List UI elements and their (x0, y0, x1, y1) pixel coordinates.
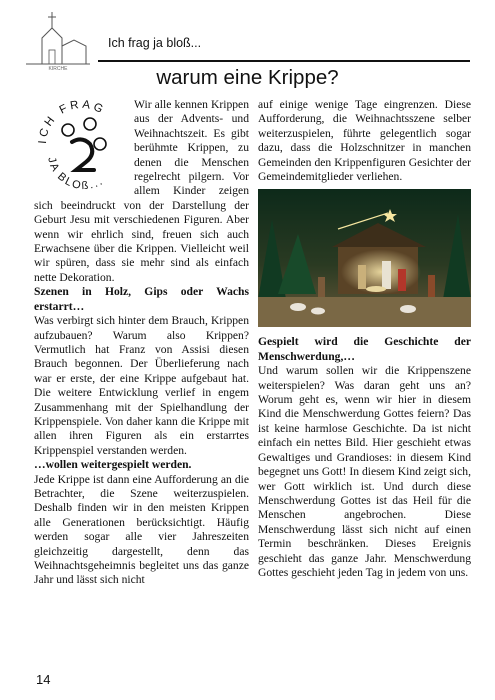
badge-bottom-text: JA BLOß... (45, 155, 107, 193)
paragraph-continued: auf einige wenige Tage eingrenzen. Diese Aufforderung, die Weihnachtsszene selber weiterzuspielen, führte gelegentlich sogar dazu, dass die Holzschnitzer in manchen Gemeinden den Krippenfiguren Gesichter der Gemeindemitglieder verliehen. (258, 98, 471, 184)
page-title: warum eine Krippe? (156, 66, 339, 89)
paragraph-3: Und warum sollen wir die Krippenszene weiterspielen? Was daran geht uns an? Worum geht es, wenn wir hier in diesem Kind die Menschwerdung Gottes feiern? Das ist keine harmlose Geschichte. Da ist nicht einfach ein nettes Bild. Hier geschieht etwas Gewaltiges und Grandioses: in diesem Kind begegnet uns Gott! In diesem Kind zeigt sich, wer Gott wirklich ist. Und durch diese Menschwerdung Gottes ist das Heil für die Menschen angebrochen. Diese Menschwerdung lässt sich nicht auf einen Termin beschränken. Dieses Ereignis geschieht das ganze Jahr. Menschwerdung Gottes geschieht jeden Tag in jedem von uns. (258, 364, 471, 579)
paragraph-2: Jede Krippe ist dann eine Aufforderung an die Betrachter, die Szene weiterzuspielen. Deshalb finden wir in den meisten Krippen alle Generationen berücksichtigt. Häufig werden sogar alle vier Jahreszeiten gleichzeitig dargestellt, denn das Weihnachtsgeheimnis begleitet uns das ganze Jahr und lässt sich nicht (34, 472, 249, 587)
paragraph-1: Was verbirgt sich hinter dem Brauch, Krippen aufzubauen? Warum also Krippen? Vermutlich hat Franz von Assisi diesen Brauch begonnen. Der Überlieferung nach war er erste, der eine Krippe aufgebaut hat. Die weitere Entwicklung verlief in engem Zusammenhang mit der Spielhandlung der Krippenspiele. Von daher kann die Krippe mit allen ihren Figuren als ein erstarrtes Krippenspiel verstanden werden. (34, 314, 249, 457)
nativity-scene-photo (258, 189, 471, 327)
series-title: Ich frag ja bloß... (108, 36, 202, 50)
section-heading-3: Gespielt wird die Geschichte der Menschwerdung,… (258, 335, 471, 363)
svg-text:ICH FRAG (37, 99, 107, 145)
logo-text: KIRCHE (48, 66, 68, 72)
page-number: 14 (36, 672, 51, 687)
right-column (258, 98, 471, 580)
svg-text:JA BLOß... (45, 156, 106, 192)
ich-frag-ja-bloss-badge-icon (34, 98, 130, 196)
header-divider (98, 60, 470, 62)
section-heading-2: …wollen weitergespielt werden. (34, 458, 192, 472)
section-heading-1: Szenen in Holz, Gips oder Wachs erstarrt… (34, 285, 249, 313)
intro-paragraph: Wir alle kennen Krippen aus der Advents- und Weihnachtszeit. Es gibt berühmte Krippen, zu denen die Menschen regelrecht pilgern. Vor allem Kinder zeigen sich beeindruckt von der Darstellung der Geburt Jesu mit verschiedenen Figuren. Aber wenn wir ehrlich sind, freuen sich auch Erwachsene über die Krippen. Vielleicht weil wir spüren, dass sie mehr sind als einfach nette Dekoration. (34, 98, 249, 284)
left-column (34, 98, 249, 588)
badge-top-text: ICH FRAG (36, 98, 108, 145)
church-logo-icon (22, 6, 92, 72)
